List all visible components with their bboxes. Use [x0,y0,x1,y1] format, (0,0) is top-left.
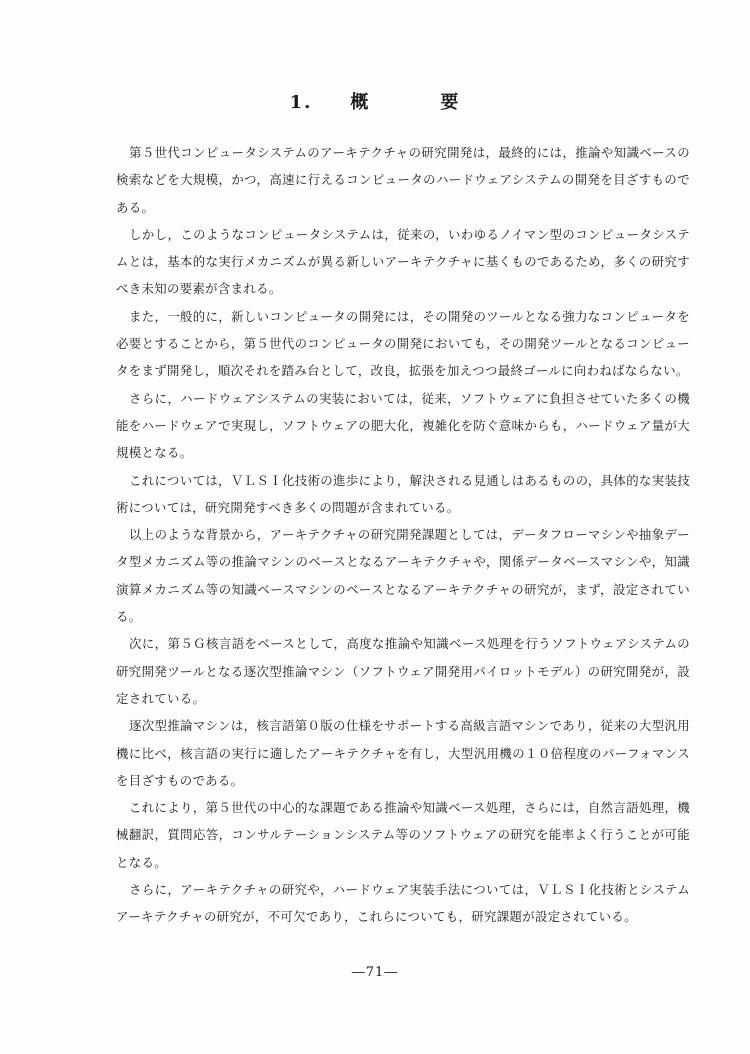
page-number: ―71― [351,965,399,980]
paragraph: これにより，第５世代の中心的な課題である推論や知識ベース処理，さらには，自然言語処理，機械翻訳，質問応答，コンサルテーションシステム等のソフトウェアの研究を能率よく行うことが可能となる。 [116,800,690,870]
paragraph: 次に，第５Ｇ核言語をベースとして，高度な推論や知識ベース処理を行うソフトウェアシステムの研究開発ツールとなる逐次型推論マシン（ソフトウェア開発用パイロットモデル）の研究開発が，設定されている。 [116,636,690,706]
body-text [116,139,690,931]
paragraph: さらに，アーキテクチャの研究や，ハードウェア実装手法については，ＶＬＳＩ化技術とシステムアーキテクチャの研究が，不可欠であり，これらについても，研究課題が設定されている。 [116,882,690,925]
section-title-char-2: 要 [440,92,461,113]
paragraph: 以上のような背景から，アーキテクチャの研究開発課題としては，データフローマシンや抽象データ型メカニズム等の推論マシンのベースとなるアーキテクチャや，関係データベースマシンや，知識演算メカニズム等の知識ベースマシンのベースとなるアーキテクチャの研究が，まず，設定されている。 [116,527,690,625]
paragraph: しかし，このようなコンピュータシステムは，従来の，いわゆるノイマン型のコンピュータシステムとは，基本的な実行メカニズムが異る新しいアーキテクチャに基くものであるため，多くの研究すべき未知の要素が含まれる。 [116,226,690,297]
section-title-char-1: 概 [350,92,371,113]
paragraph: これについては，ＶＬＳＩ化技術の進歩により，解決される見通しはあるものの，具体的な実装技術については，研究開発すべき多くの問題が含まれている。 [116,472,690,515]
paragraph: また，一般的に，新しいコンピュータの開発には，その開発のツールとなる強力なコンピュータを必要とすることから，第５世代のコンピュータの開発においても，その開発ツールとなるコンピュータをまず開発し，順次それを踏み台として，改良，拡張を加えつつ最終ゴールに向わねばならない。 [116,308,690,379]
paragraph: さらに，ハードウェアシステムの実装においては，従来，ソフトウェアに負担させていた多くの機能をハードウェアで実現し，ソフトウェアの肥大化，複雑化を防ぐ意味からも，ハードウェア量が大規模となる。 [116,390,690,461]
section-title [0,88,750,114]
paragraph: 第５世代コンピュータシステムのアーキテクチャの研究開発は，最終的には，推論や知識ベースの検索などを大規模，かつ，高速に行えるコンピュータのハードウェアシステムの開発を目ざすものである。 [116,145,690,215]
paragraph: 逐次型推論マシンは，核言語第０版の仕様をサポートする高級言語マシンであり，従来の大型汎用機に比べ，核言語の実行に適したアーキテクチャを有し，大型汎用機の１０倍程度のパーフォマンスを目ざすものである。 [116,718,690,788]
section-number: 1. [289,92,313,113]
